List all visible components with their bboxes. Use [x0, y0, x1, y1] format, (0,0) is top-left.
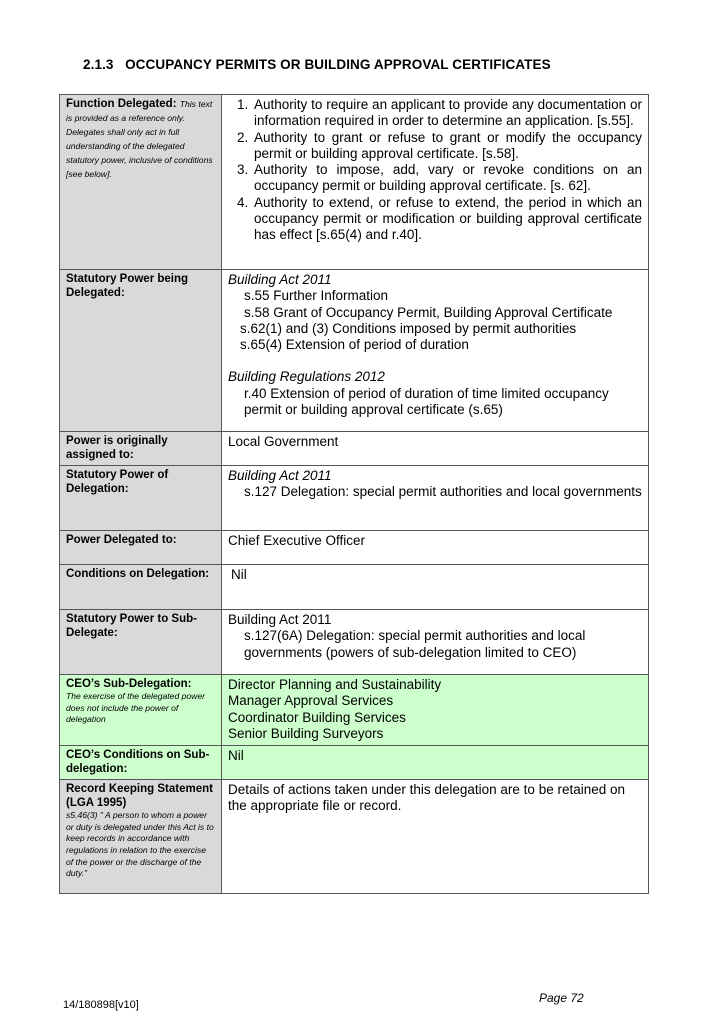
sub-delegate-role: Manager Approval Services — [228, 693, 394, 709]
section-heading: 2.1.3 OCCUPANCY PERMITS OR BUILDING APPROVAL CERTIFICATES — [83, 57, 551, 72]
act-title: Building Act 2011 — [228, 272, 332, 287]
sub-delegate-role: Senior Building Surveyors — [228, 725, 384, 741]
function-delegated-label: Function Delegated: — [66, 98, 177, 110]
act-section: s.127 Delegation: special permit authorities and local governments — [244, 484, 642, 500]
act-title: Building Act 2011 — [228, 468, 332, 483]
ceo-conditions-value: Nil — [222, 746, 649, 780]
act-section: s.62(1) and (3) Conditions imposed by permit authorities — [240, 320, 577, 336]
sub-delegate-role: Coordinator Building Services — [228, 709, 406, 725]
record-keeping-note: s5.46(3) " A person to whom a power or duty is delegated under this Act is to keep records in accordance with regulations in relation to the exercise of the power or the discharge of the duty." — [66, 810, 214, 879]
row-conditions — [60, 565, 649, 610]
conditions-label: Conditions on Delegation: — [60, 565, 222, 610]
act-section: s.58 Grant of Occupancy Permit, Building Approval Certificate — [244, 304, 613, 320]
function-list — [228, 97, 642, 244]
function-item: 4. Authority to extend, or refuse to extend, the period in which an occupancy permit or modification or building approval certificate has effect [s.65(4) and r.40]. — [252, 195, 642, 244]
function-item: 2. Authority to grant or refuse to grant or modify the occupancy permit or building approval certificate. [s.58]. — [252, 130, 642, 163]
row-originally-assigned — [60, 432, 649, 466]
delegation-table — [59, 94, 649, 894]
value-cell — [222, 675, 649, 746]
record-keeping-label: Record Keeping Statement (LGA 1995) — [66, 783, 213, 810]
delegated-to-value: Chief Executive Officer — [222, 531, 649, 565]
row-record-keeping — [60, 780, 649, 894]
conditions-value: Nil — [222, 565, 649, 610]
document-reference: 14/180898[v10] — [63, 999, 139, 1011]
power-of-delegation-label: Statutory Power of Delegation: — [60, 466, 222, 531]
act-title: Building Act 2011 — [228, 612, 332, 627]
row-sub-delegate — [60, 610, 649, 675]
row-delegated-to — [60, 531, 649, 565]
regulations-title: Building Regulations 2012 — [228, 369, 385, 385]
value-cell — [222, 95, 649, 270]
ceo-sub-delegation-note: The exercise of the delegated power does not include the power of delegation — [66, 691, 206, 725]
label-cell — [60, 95, 222, 270]
spacer — [228, 353, 642, 369]
row-function-delegated — [60, 95, 649, 270]
row-ceo-conditions — [60, 746, 649, 780]
row-ceo-sub-delegation — [60, 675, 649, 746]
function-item: 3. Authority to impose, add, vary or revoke conditions on an occupancy permit or building approval certificate. [s. 62]. — [252, 162, 642, 195]
ceo-conditions-label: CEO’s Conditions on Sub-delegation: — [60, 746, 222, 780]
value-cell — [222, 610, 649, 675]
delegated-to-label: Power Delegated to: — [60, 531, 222, 565]
row-power-of-delegation — [60, 466, 649, 531]
label-cell — [60, 675, 222, 746]
record-keeping-value: Details of actions taken under this delegation are to be retained on the appropriate file or record. — [222, 780, 649, 894]
sub-delegate-label: Statutory Power to Sub-Delegate: — [60, 610, 222, 675]
value-cell — [222, 270, 649, 432]
row-statutory-power — [60, 270, 649, 432]
function-item: 1. Authority to require an applicant to provide any documentation or information required in order to determine an application. [s.55]. — [252, 97, 642, 130]
value-cell — [222, 466, 649, 531]
originally-assigned-value: Local Government — [222, 432, 649, 466]
label-cell — [60, 780, 222, 894]
regulation-section: r.40 Extension of period of duration of time limited occupancy permit or building approval certificate (s.65) — [244, 385, 609, 418]
function-delegated-note: This text is provided as a reference only. Delegates shall only act in full understanding of the delegated statutory power, inclusive of conditions [see below]. — [66, 99, 213, 179]
act-section: s.65(4) Extension of period of duration — [240, 337, 469, 353]
originally-assigned-label: Power is originally assigned to: — [60, 432, 222, 466]
sub-delegate-role: Director Planning and Sustainability — [228, 677, 442, 692]
ceo-sub-delegation-label: CEO’s Sub-Delegation: — [66, 678, 192, 690]
act-section: s.127(6A) Delegation: special permit authorities and local governments (powers of sub-delegation limited to CEO) — [244, 628, 586, 660]
page-number: Page 72 — [539, 991, 584, 1005]
act-section: s.55 Further Information — [244, 288, 389, 304]
statutory-power-label: Statutory Power being Delegated: — [60, 270, 222, 432]
